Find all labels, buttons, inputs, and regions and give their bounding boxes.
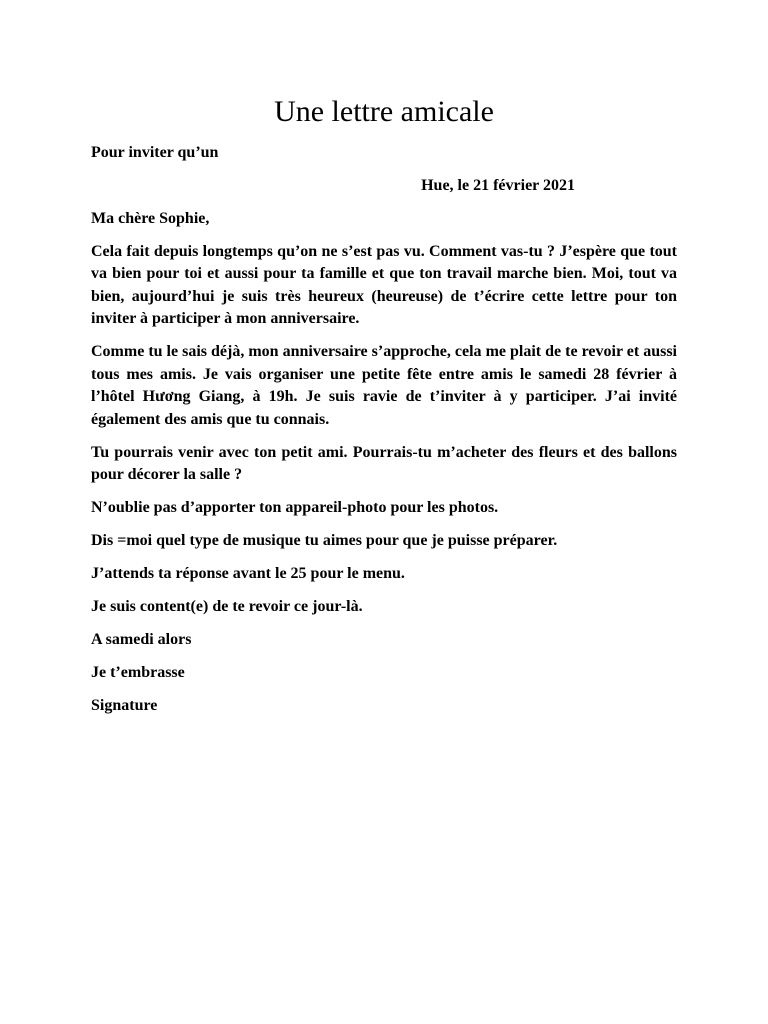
letter-paragraph-5: Dis =moi quel type de musique tu aimes pour que je puisse préparer. <box>91 532 558 549</box>
letter-closing-2: Je t’embrasse <box>91 664 185 681</box>
letter-salutation: Ma chère Sophie, <box>91 209 210 227</box>
letter-signature: Signature <box>91 697 158 714</box>
letter-date: Hue, le 21 février 2021 <box>421 177 575 194</box>
letter-paragraph-3: Tu pourrais venir avec ton petit ami. Pourrais-tu m’acheter des fleurs et des ballons pour décorer la salle ? <box>91 443 677 483</box>
letter-paragraph-6: J’attends ta réponse avant le 25 pour le menu. <box>91 565 405 582</box>
letter-paragraph-7: Je suis content(e) de te revoir ce jour-là. <box>91 598 363 615</box>
letter-paragraph-2: Comme tu le sais déjà, mon anniversaire s’approche, cela me plait de te revoir et aussi tous mes amis. Je vais organiser une petite fête entre amis le samedi 28 février à l’hôtel Hương Giang, à 19h. Je suis ravie de t’inviter à y participer. J’ai invité également des amis que tu connais. <box>91 343 677 428</box>
letter-body <box>91 142 677 728</box>
letter-paragraph-1: Cela fait depuis longtemps qu’on ne s’est pas vu. Comment vas-tu ? J’espère que tout va bien pour toi et aussi pour ta famille et que ton travail marche bien. Moi, tout va bien, aujourd’hui je suis très heureux (heureuse) de t’écrire cette lettre pour ton inviter à participer à mon anniversaire. <box>91 242 677 327</box>
letter-closing-1: A samedi alors <box>91 631 192 648</box>
letter-paragraph-4: N’oublie pas d’apporter ton appareil-photo pour les photos. <box>91 499 499 516</box>
letter-subtitle: Pour inviter qu’un <box>91 144 219 161</box>
document-title: Une lettre amicale <box>274 95 494 128</box>
